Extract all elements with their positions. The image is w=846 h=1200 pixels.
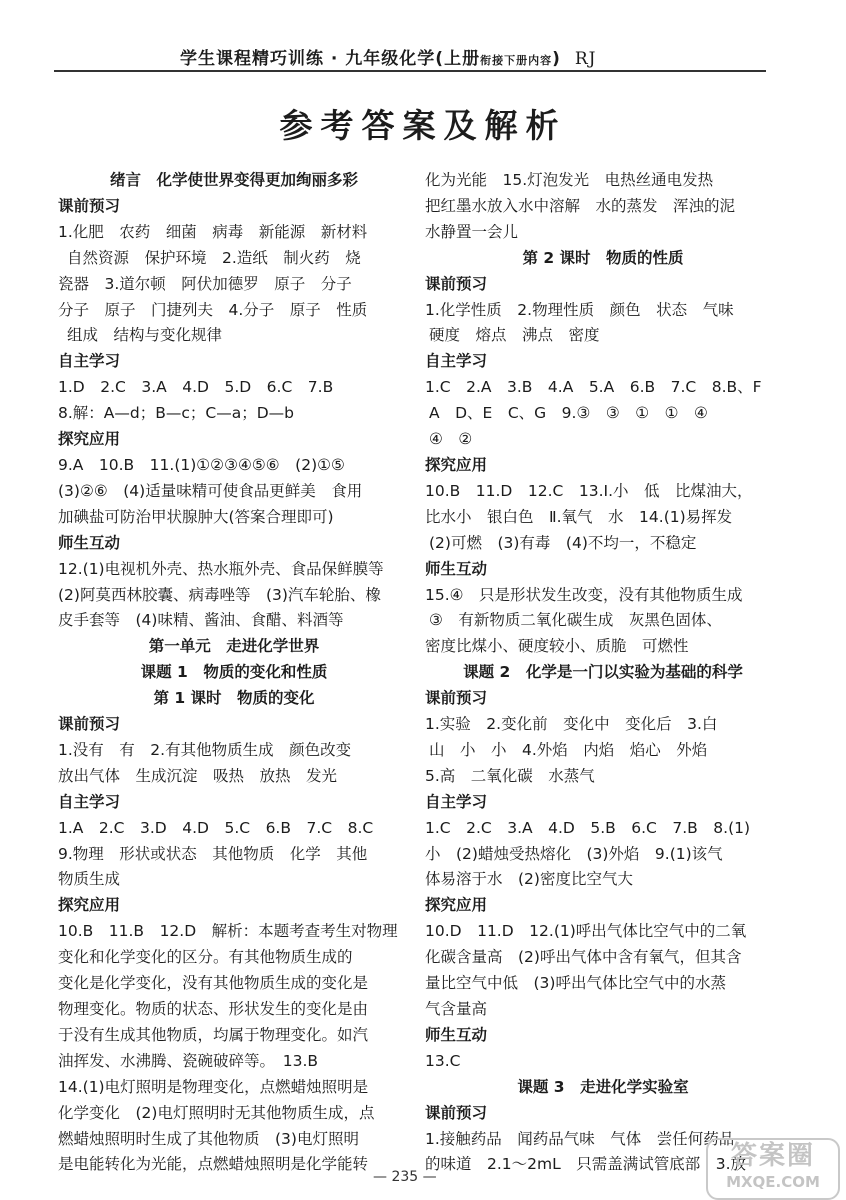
section-label: 自主学习 xyxy=(58,352,121,371)
answer-line: 的味道 2.1～2mL 只需盖满试管底部 3.放 xyxy=(425,1155,747,1174)
answer-line: 小 (2)蜡烛受热熔化 (3)外焰 9.(1)该气 xyxy=(425,844,723,863)
answer-line: 1.实验 2.变化前 变化中 变化后 3.白 xyxy=(425,715,718,734)
answer-line: 比水小 银白色 Ⅱ.氧气 水 14.(1)易挥发 xyxy=(425,507,733,526)
page-title: 参考答案及解析 xyxy=(279,106,567,145)
watermark-url: MXQE.COM xyxy=(726,1173,820,1191)
section-heading: 第一单元 走进化学世界 xyxy=(148,637,320,656)
section-label: 探究应用 xyxy=(425,896,488,915)
answer-line: 9.A 10.B 11.(1)①②③④⑤⑥ (2)①⑤ xyxy=(58,455,345,474)
answer-line: 15.④ 只是形状发生改变，没有其他物质生成 xyxy=(425,585,743,604)
answer-line: A D、E C、G 9.③ ③ ① ① ④ xyxy=(429,404,708,423)
answer-line: 瓷器 3.道尔顿 阿伏加德罗 原子 分子 xyxy=(58,274,352,293)
answer-line: 1.没有 有 2.有其他物质生成 颜色改变 xyxy=(58,740,352,759)
answer-line: 山 小 小 4.外焰 内焰 焰心 外焰 xyxy=(429,740,708,759)
answer-line: 10.B 11.D 12.C 13.Ⅰ.小 低 比煤油大， xyxy=(425,481,753,500)
answer-line: 13.C xyxy=(425,1051,461,1070)
header-title: 学生课程精巧训练 · 九年级化学(上册 xyxy=(180,49,481,69)
header-subtitle: 衔接下册内容 xyxy=(480,54,553,67)
section-heading: 第 2 课时 物质的性质 xyxy=(522,248,684,267)
answer-line: 1.C 2.A 3.B 4.A 5.A 6.B 7.C 8.B、F xyxy=(425,378,762,397)
left-column xyxy=(58,168,410,1178)
answer-line: 放出气体 生成沉淀 吸热 放热 发光 xyxy=(58,766,338,785)
answer-line: 化碳含量高 (2)呼出气体中含有氧气，但其含 xyxy=(425,948,742,967)
answer-line: 10.B 11.B 12.D 解析：本题考查考生对物理 xyxy=(58,922,398,941)
section-label: 课前预习 xyxy=(425,1103,488,1122)
answer-line: 自然资源 保护环境 2.造纸 制火药 烧 xyxy=(67,248,361,267)
answer-line: 把红墨水放入水中溶解 水的蒸发 浑浊的泥 xyxy=(425,196,736,215)
answer-line: 物理变化。物质的状态、形状发生的变化是由 xyxy=(58,1000,369,1018)
answer-line: 化学变化 (2)电灯照明时无其他物质生成，点 xyxy=(58,1103,375,1122)
section-label: 自主学习 xyxy=(425,352,488,371)
section-label: 课前预习 xyxy=(425,689,488,708)
answer-line: (2)可燃 (3)有毒 (4)不均一，不稳定 xyxy=(429,533,697,552)
answer-line: 14.(1)电灯照明是物理变化，点燃蜡烛照明是 xyxy=(58,1077,369,1096)
section-label: 师生互动 xyxy=(425,1025,488,1044)
answer-line: 硬度 熔点 沸点 密度 xyxy=(429,326,600,345)
answer-line: 8.解：A—d；B—c；C—a；D—b xyxy=(58,404,294,423)
answer-line: 1.化肥 农药 细菌 病毒 新能源 新材料 xyxy=(58,222,368,241)
section-label: 自主学习 xyxy=(425,792,488,811)
answer-line: 组成 结构与变化规律 xyxy=(67,326,223,345)
answer-line: 12.(1)电视机外壳、热水瓶外壳、食品保鲜膜等 xyxy=(58,559,384,578)
section-heading: 课题 3 走进化学实验室 xyxy=(517,1077,689,1096)
answer-line: 化为光能 15.灯泡发光 电热丝通电发热 xyxy=(425,171,714,189)
answer-line: 变化是化学变化，没有其他物质生成的变化是 xyxy=(58,974,369,993)
section-label: 探究应用 xyxy=(58,896,121,915)
answer-line: 燃蜡烛照明时生成了其他物质 (3)电灯照明 xyxy=(58,1129,359,1148)
watermark-logo xyxy=(706,1138,840,1200)
answer-line: 变化和化学变化的区分。有其他物质生成的 xyxy=(58,948,353,967)
section-label: 课前预习 xyxy=(58,715,121,734)
answer-line: (2)阿莫西林胶囊、病毒唑等 (3)汽车轮胎、橡 xyxy=(58,585,381,604)
running-header xyxy=(180,44,780,69)
answer-line: 1.C 2.C 3.A 4.D 5.B 6.C 7.B 8.(1) xyxy=(425,818,751,837)
section-heading: 课题 2 化学是一门以实验为基础的科学 xyxy=(463,663,743,682)
answer-line: (3)②⑥ (4)适量味精可使食品更鲜美 食用 xyxy=(58,481,363,500)
header-edition: RJ xyxy=(574,49,597,69)
right-column xyxy=(425,168,781,1178)
answer-line: 气含量高 xyxy=(425,1000,488,1018)
answer-line: 密度比煤小、硬度较小、质脆 可燃性 xyxy=(425,637,689,656)
answer-line: 体易溶于水 (2)密度比空气大 xyxy=(425,870,633,889)
watermark-text: 答案圈 xyxy=(730,1141,815,1171)
answer-line: 10.D 11.D 12.(1)呼出气体比空气中的二氧 xyxy=(425,922,747,941)
answer-line: 加碘盐可防治甲状腺肿大(答案合理即可) xyxy=(58,507,334,526)
header-close: ) xyxy=(552,49,561,69)
answer-line: 分子 原子 门捷列夫 4.分子 原子 性质 xyxy=(58,300,368,319)
answer-line: 油挥发、水沸腾、瓷碗破碎等。 13.B xyxy=(58,1051,319,1070)
answer-line: 量比空气中低 (3)呼出气体比空气中的水蒸 xyxy=(425,974,726,993)
section-heading: 课题 1 物质的变化和性质 xyxy=(140,663,328,682)
page-number: — 235 — xyxy=(373,1169,437,1185)
section-label: 课前预习 xyxy=(425,274,488,293)
answer-line: 1.A 2.C 3.D 4.D 5.C 6.B 7.C 8.C xyxy=(58,818,374,837)
answer-line: 水静置一会儿 xyxy=(425,222,519,241)
answer-line: 9.物理 形状或状态 其他物质 化学 其他 xyxy=(58,844,368,863)
section-heading: 第 1 课时 物质的变化 xyxy=(153,689,315,708)
answer-line: 物质生成 xyxy=(58,870,121,889)
answer-line: 1.化学性质 2.物理性质 颜色 状态 气味 xyxy=(425,300,734,319)
header-rule xyxy=(54,70,766,72)
section-label: 探究应用 xyxy=(58,430,121,449)
answer-line: 1.D 2.C 3.A 4.D 5.D 6.C 7.B xyxy=(58,378,334,397)
section-label: 课前预习 xyxy=(58,196,121,215)
answer-line: 1.接触药品 闻药品气味 气体 尝任何药品 xyxy=(425,1129,735,1148)
section-label: 自主学习 xyxy=(58,792,121,811)
section-label: 师生互动 xyxy=(58,533,121,552)
section-label: 探究应用 xyxy=(425,455,488,474)
answer-line: 皮手套等 (4)味精、酱油、食醋、料酒等 xyxy=(58,611,344,630)
section-label: 师生互动 xyxy=(425,559,488,578)
answer-line: ③ 有新物质二氧化碳生成 灰黑色固体、 xyxy=(429,611,722,630)
answer-line: ④ ② xyxy=(429,430,473,449)
answer-line: 于没有生成其他物质，均属于物理变化。如汽 xyxy=(58,1025,369,1044)
answer-line: 5.高 二氧化碳 水蒸气 xyxy=(425,766,595,785)
answer-line: 是电能转化为光能，点燃蜡烛照明是化学能转 xyxy=(58,1155,369,1174)
section-heading: 绪言 化学使世界变得更加绚丽多彩 xyxy=(109,171,358,189)
